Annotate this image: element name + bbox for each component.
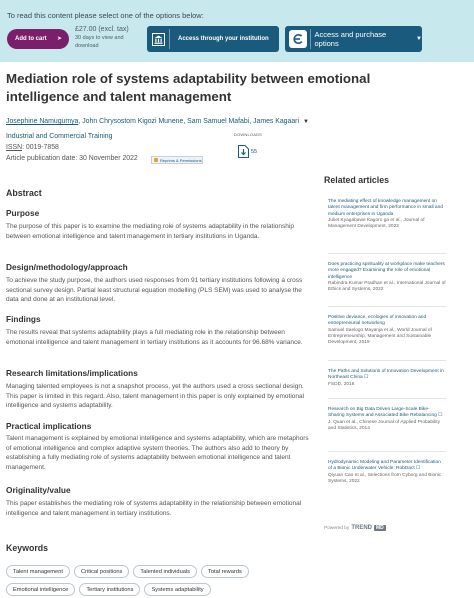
related-article[interactable] xyxy=(328,199,446,230)
section-text-originality: This paper establishes the mediating role of systems adaptability in the relationship between emotional intelligence and talent management in tertiary institutions. xyxy=(6,500,302,517)
related-article-title[interactable]: Hydrodynamic Modeling and Parameter Identification of a Bionic Underwater Vehicle: RobDact ☐ xyxy=(328,460,441,472)
divider xyxy=(310,29,311,49)
related-article-title[interactable]: The Paths and Solutions of Innovation Development in Northeast China ☐ xyxy=(328,369,444,381)
related-article[interactable] xyxy=(328,315,446,346)
price-block xyxy=(75,26,145,50)
related-article-meta: FSDD, 2016 xyxy=(328,381,355,387)
downloads-label: DOWNLOADS xyxy=(234,132,263,137)
abstract-heading: Abstract xyxy=(6,188,42,198)
add-to-cart-button[interactable] xyxy=(7,29,69,49)
related-article-meta: Rabindra Kumar Pradhan et al., International Journal of Ethics and Systems, 2022 xyxy=(328,280,446,293)
related-article-meta: Qiyuan Cao et al., Selections from Cyborg and Bionic Systems, 2022 xyxy=(328,472,442,484)
related-article-title[interactable]: Does practicing spirituality at workplace make teachers more engaged? Examining the role of emotional intelligence xyxy=(328,262,445,280)
access-intro: To read this content please select one of the options below: xyxy=(7,11,204,20)
reprints-permissions-button[interactable] xyxy=(151,156,203,164)
divider xyxy=(328,398,446,399)
purchase-logo-icon xyxy=(289,30,307,48)
issn xyxy=(6,144,59,151)
section-heading-findings: Findings xyxy=(6,314,41,324)
divider xyxy=(328,451,446,452)
related-article[interactable] xyxy=(328,460,446,485)
issn-value: : 0019-7858 xyxy=(22,144,59,151)
related-article[interactable] xyxy=(328,262,446,293)
access-banner xyxy=(0,0,474,62)
section-heading-practical: Practical implications xyxy=(6,421,92,431)
journal-link[interactable]: Industrial and Commercial Training xyxy=(6,133,113,140)
purchase-options-button[interactable] xyxy=(285,26,422,52)
chevron-down-icon[interactable]: ▼ xyxy=(303,119,309,125)
author-list xyxy=(6,118,336,125)
trendmd-powered-by[interactable] xyxy=(324,525,386,531)
keywords-heading: Keywords xyxy=(6,543,49,553)
trendmd-logo-suffix: MD xyxy=(376,525,384,531)
section-heading-purpose: Purpose xyxy=(6,208,40,218)
related-articles-heading: Related articles xyxy=(324,175,390,185)
purchase-options-label: Access and purchase options xyxy=(314,30,387,48)
section-text-design: To achieve the study purpose, the authors used responses from 91 tertiary institutions following a cross sectional survey design. Partial least structural equation modelling (PLS SEM) was used to analyse the data and done at an institutional level. xyxy=(6,277,303,303)
publication-date: Article publication date: 30 November 2022 xyxy=(6,155,138,162)
permissions-icon xyxy=(154,158,158,162)
keyword-chip[interactable]: Systems adaptability xyxy=(144,583,210,596)
keyword-chip[interactable]: Talent management xyxy=(6,565,70,578)
divider xyxy=(169,29,170,49)
section-heading-originality: Originality/value xyxy=(6,485,71,495)
keyword-chip[interactable]: Talented individuals xyxy=(133,565,197,578)
keyword-chip[interactable]: Tertiary institutions xyxy=(79,583,140,596)
related-article-title[interactable]: The mediating effect of knowledge management on talent management and firm performance in small and medium enterprises in Uganda xyxy=(328,199,443,217)
related-article-meta: J. Quan et al., Chinese Journal of Applied Probability and Statistics, 2014 xyxy=(328,419,440,431)
download-document-icon xyxy=(238,145,249,158)
institution-access-button[interactable] xyxy=(147,26,279,52)
author-links[interactable]: , John Chrysostom Kigozi Munene, Sam Samuel Mafabi, James Kagaari xyxy=(78,118,300,125)
author-link[interactable]: Josephine Namugumya xyxy=(6,118,79,125)
keyword-chip[interactable]: Emotional intelligence xyxy=(6,583,75,596)
price-main: £27.00 (excl. tax) xyxy=(75,26,129,33)
keyword-chip[interactable]: Critical positions xyxy=(74,565,129,578)
related-article[interactable] xyxy=(328,369,446,388)
downloads xyxy=(238,145,257,158)
keyword-row xyxy=(6,583,211,596)
trendmd-logo: TREND xyxy=(351,525,373,531)
related-article-title[interactable]: Research on Big Data Driven Large-Scale Bike-Sharing Systems and Associated Bike Rebalancing ☐ xyxy=(328,407,443,419)
article-title: Mediation role of systems adaptability between emotional intelligence and talent management xyxy=(6,71,371,104)
price-sub: 30 days to view and download xyxy=(75,35,124,49)
section-text-purpose: The purpose of this paper is to examine the mediating role of systems adaptability in the relationship between emotional intelligence and talent management in tertiary institutions in Uganda. xyxy=(6,223,294,240)
chevron-down-icon: ▼ xyxy=(416,36,422,42)
section-text-practical: Talent management is explained by emotional intelligence and systems adaptability, which are metaphors of emotional intelligence and complex adaptive system theories. The authors also add to theory by establishing a fully mediating role of systems adaptability between emotional intelligence and talent management. xyxy=(6,435,309,471)
related-article[interactable] xyxy=(328,407,446,432)
section-text-findings: The results reveal that systems adaptability plays a full mediating role in the relationship between emotional intelligence and talent management in tertiary institutions as it accounts for 96.68% variance. xyxy=(6,329,303,346)
divider xyxy=(328,360,446,361)
related-article-title[interactable]: Positive deviance, ecologies of innovation and entrepreneurial networking xyxy=(328,315,427,327)
institution-icon xyxy=(150,31,166,47)
keyword-chip[interactable]: Total rewards xyxy=(201,565,249,578)
section-heading-design: Design/methodology/approach xyxy=(6,262,128,272)
powered-by-label: Powered by xyxy=(324,525,350,531)
institution-access-label: Access through your institution xyxy=(178,36,269,42)
add-to-cart-label: Add to cart xyxy=(15,36,47,42)
related-article-meta: Samuel Saelogo Mayanja et al., World Journal of Entrepreneurship, Management and Sustainable Development, 2019 xyxy=(328,327,432,346)
divider xyxy=(328,306,446,307)
divider xyxy=(328,253,446,254)
reprints-permissions-label: Reprints & Permissions xyxy=(160,157,202,163)
related-article-meta: Juliet Kyagabawe Kagoro ga et al., Journal of Management Development, 2022 xyxy=(328,217,425,230)
arrow-right-icon: ➤ xyxy=(56,36,62,42)
issn-label: ISSN xyxy=(6,144,23,151)
section-heading-limitations: Research limitations/implications xyxy=(6,368,138,378)
section-text-limitations: Managing talented employees is not a snapshot process, yet the authors used a cross sectional design. This paper is limited in this regard. Also, talent management in this paper is only explained by emotional intelligence and systems adaptability. xyxy=(6,383,305,409)
keyword-row xyxy=(6,565,249,578)
downloads-count: 55 xyxy=(251,148,258,155)
